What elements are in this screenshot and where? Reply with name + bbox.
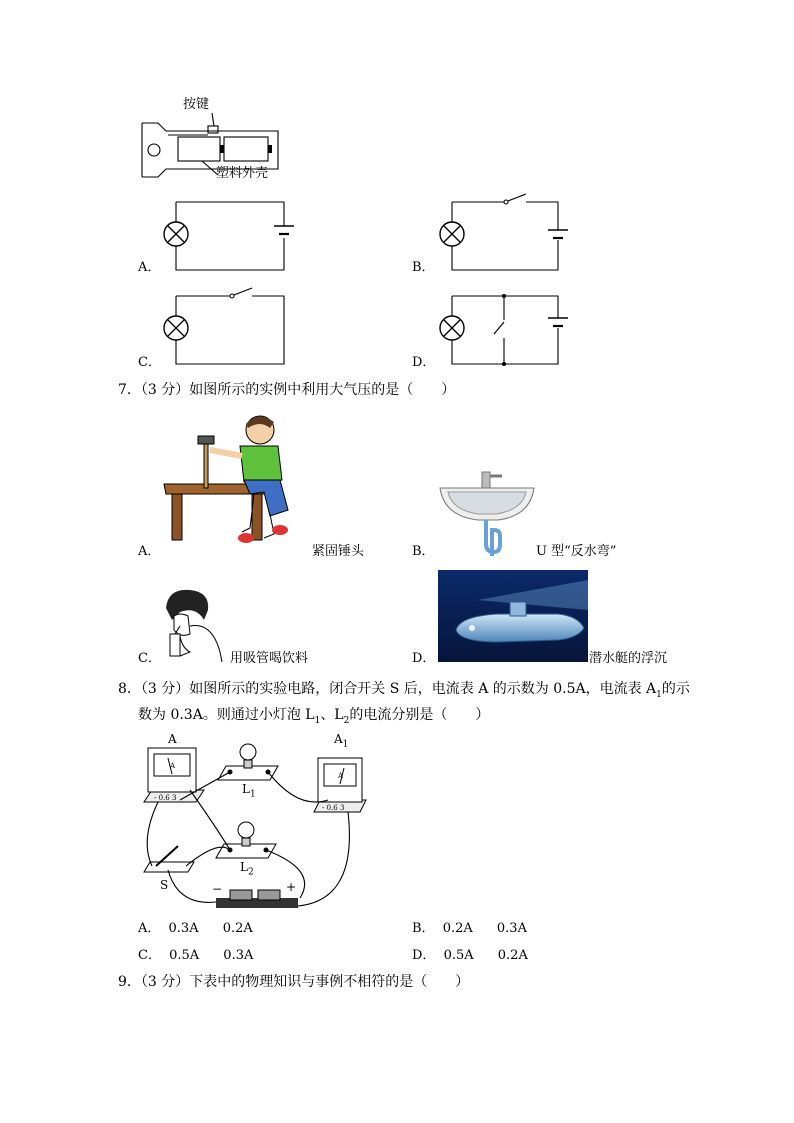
q8-option-c-letter: C． xyxy=(138,948,161,963)
q6-circuit-d xyxy=(436,288,566,368)
lamp-l1-text: L xyxy=(242,782,250,796)
flashlight-button-label: 按键 xyxy=(183,97,210,112)
boy-drinking-image xyxy=(160,586,230,666)
ammeter-a-terminals: - 0.6 3 xyxy=(154,794,177,802)
lamp-l1-sub: 1 xyxy=(249,789,256,800)
q7-option-b-caption: U 型“反水弯” xyxy=(536,544,617,559)
q6-circuit-b xyxy=(436,194,566,274)
q8-option-d xyxy=(412,948,528,964)
ammeter-a1-face: A xyxy=(338,772,344,780)
q7-option-d-caption: 潜水艇的浮沉 xyxy=(589,651,668,666)
q8-option-c xyxy=(138,948,253,964)
q6-circuit-a xyxy=(160,198,290,274)
lamp-l2-sub: 2 xyxy=(247,867,254,878)
ammeter-a1-text: A xyxy=(334,732,343,746)
bulb-icon xyxy=(240,744,256,760)
q8-option-a-v1: 0.3A xyxy=(168,921,199,936)
q7-option-c-caption: 用吸管喝饮料 xyxy=(230,651,309,666)
q8-option-b-v1: 0.2A xyxy=(442,921,473,936)
q8-option-a-letter: A． xyxy=(138,921,161,936)
ammeter-a1-sub: 1 xyxy=(342,739,349,750)
q7-option-a-letter: A． xyxy=(138,544,161,559)
switch-icon xyxy=(494,322,504,334)
q8-stem-line2-pre: 数为 0.3A。则通过小灯泡 L xyxy=(138,707,315,723)
lamp-l2-text: L xyxy=(240,860,248,874)
q8-circuit-figure xyxy=(138,730,368,912)
q7-option-a-caption: 紧固锤头 xyxy=(312,544,365,559)
q8-option-d-letter: D． xyxy=(412,948,436,963)
q8-option-a xyxy=(138,921,253,937)
sink-image xyxy=(438,470,538,560)
q6-option-c-letter: C． xyxy=(138,355,161,370)
q8-stem-l1-sub: 1 xyxy=(314,715,321,726)
switch-icon xyxy=(508,194,526,201)
q9-stem: 9．（3 分）下表中的物理知识与事例不相符的是（ ） xyxy=(118,974,470,990)
q7-stem: 7．（3 分）如图所示的实例中利用大气压的是（ ） xyxy=(118,382,456,398)
q8-circuit-drawing xyxy=(138,730,368,912)
q6-option-a-letter: A． xyxy=(138,260,161,275)
lamp-l1-label xyxy=(242,782,256,799)
q8-stem-line2-mid: 、L xyxy=(320,707,344,723)
switch-icon xyxy=(234,288,252,295)
battery-plus-label: + xyxy=(286,880,297,894)
q7-option-c-letter: C． xyxy=(138,651,161,666)
q8-option-c-v1: 0.5A xyxy=(169,948,200,963)
ammeter-a-label: A xyxy=(168,732,177,746)
q8-stem-line1-text: 8．（3 分）如图所示的实验电路，闭合开关 S 后，电流表 A 的示数为 0.5A，电流表 A xyxy=(118,681,657,697)
flashlight-figure xyxy=(138,95,288,185)
q8-option-c-v2: 0.3A xyxy=(223,948,254,963)
q8-option-d-v1: 0.5A xyxy=(443,948,474,963)
ammeter-a1-terminals: - 0.6 3 xyxy=(322,804,345,812)
flashlight-shell-label: 塑料外壳 xyxy=(216,166,269,181)
q7-option-b-letter: B． xyxy=(412,544,435,559)
hammer-man-image xyxy=(160,410,310,550)
q8-option-a-v2: 0.2A xyxy=(222,921,253,936)
ammeter-a1-label xyxy=(334,732,348,749)
ammeter-a-face: A xyxy=(170,762,176,770)
q8-option-d-v2: 0.2A xyxy=(497,948,528,963)
lamp-l2-label xyxy=(240,860,254,877)
q8-option-b-v2: 0.3A xyxy=(496,921,527,936)
submarine-image xyxy=(438,570,588,662)
switch-s-label: S xyxy=(160,878,169,892)
bulb-icon xyxy=(238,822,254,838)
battery-minus-label: − xyxy=(212,882,223,896)
q6-option-d-letter: D． xyxy=(412,355,436,370)
q8-stem-l2-sub: 2 xyxy=(343,715,350,726)
q8-stem-line2 xyxy=(138,705,489,731)
q8-stem-line1 xyxy=(118,679,690,705)
q7-option-d-letter: D． xyxy=(412,651,436,666)
q6-option-b-letter: B． xyxy=(412,260,435,275)
q8-stem-line1-end: 的示 xyxy=(661,681,690,697)
q8-stem-line2-end: 的电流分别是（ ） xyxy=(349,707,490,723)
q8-option-b-letter: B． xyxy=(412,921,435,936)
q8-option-b xyxy=(412,921,527,937)
q6-circuit-c xyxy=(160,288,290,368)
q8-stem-a1-sub: 1 xyxy=(656,689,662,700)
